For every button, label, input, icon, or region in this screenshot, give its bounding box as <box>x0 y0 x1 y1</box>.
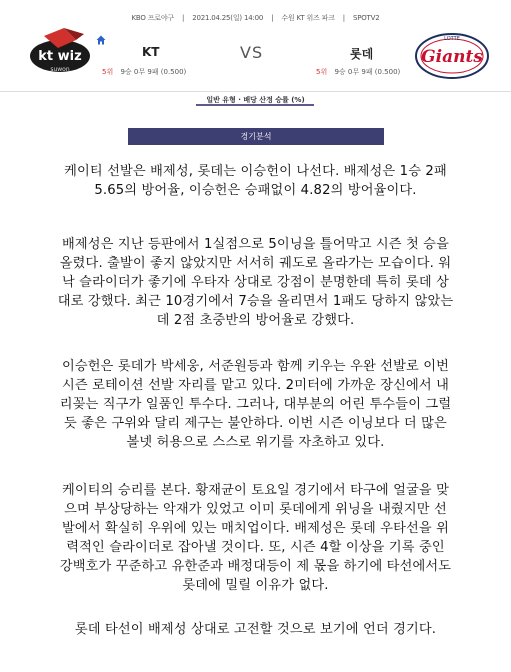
article-paragraph: 롯데 타선이 배제성 상대로 고전할 것으로 보기에 언더 경기다. <box>74 622 437 637</box>
match-meta: KBO 프로야구 | 2021.04.25(일) 14:00 | 수원 KT 위즈 파크 | SPOTV2 <box>131 14 380 22</box>
home-record <box>102 67 186 77</box>
section-title-bar <box>128 128 384 145</box>
tab-odds-rate[interactable]: 일반 유형 · 배당 산정 승률 (%) <box>206 96 305 104</box>
home-icon <box>96 30 106 40</box>
away-rank: 5위 <box>316 68 328 76</box>
league-label: KBO 프로야구 <box>131 14 174 22</box>
article-paragraph: 케이티의 승리를 본다. 황재균이 토요일 경기에서 타구에 얼굴을 맞 으며 부상당하는 악재가 있었고 이미 롯데에게 위닝을 내줬지만 선 발에서 확실히 우위에 있는 매치업이다. 배제성은 롯데 우타선을 위 력적인 슬라이더로 잡아낼 것이다. 또, 시즌 4할 이상을 기록 중인 강백호가 꾸준하고 유한준과 배정대등이 제 몫을 하기에 타선에서도 롯데에 밀릴 이유가 없다. <box>59 483 452 593</box>
away-record <box>316 67 400 77</box>
giants-logo-sub: LOTTE <box>444 36 460 42</box>
section-title: 경기분석 <box>240 132 272 141</box>
article-paragraph: 이승헌은 롯데가 박세웅, 서준원등과 함께 키우는 우완 선발로 이번 시즌 로테이션 선발 자리를 맡고 있다. 2미터에 가까운 장신에서 내 리꽂는 직구가 일품인 투수다. 그러나, 대부분의 어린 투수들이 그럴 듯 좋은 구위와 달리 제구는 불안하다. 이번 시즌 이닝보다 더 많은 볼넷 허용으로 스스로 위기를 자초하고 있다. <box>59 359 452 450</box>
match-datetime: 2021.04.25(일) 14:00 <box>192 14 264 22</box>
match-header <box>0 0 511 108</box>
away-record-text: 9승 0무 9패 (0.500) <box>334 68 401 76</box>
broadcast-label: SPOTV2 <box>352 14 380 22</box>
vs-label: VS <box>240 43 264 62</box>
kt-logo-text: kt wiz <box>38 49 82 64</box>
article-paragraph: 배제성은 지난 등판에서 1실점으로 5이닝을 틀어막고 시즌 첫 승을 올렸다. 출발이 좋지 않았지만 서서히 궤도로 올라가는 모습이다. 워 낙 슬라이더가 좋기에 우타자 상대로 강점이 분명한데 특히 롯데 상 대로 강했다. 최근 10경기에서 7승을 올리면서 1패도 당하지 않았는 데 2점 초중반의 방어율로 강했다. <box>57 237 454 328</box>
home-team-name: KT <box>142 45 160 59</box>
kt-wiz-logo <box>24 26 96 82</box>
home-rank: 5위 <box>102 68 114 76</box>
article-paragraph: 케이티 선발은 배제성, 롯데는 이승헌이 나선다. 배제성은 1승 2패 5.65의 방어율, 이승헌은 승패없이 4.82의 방어율이다. <box>64 164 447 198</box>
home-record-text: 9승 0무 9패 (0.500) <box>120 68 187 76</box>
away-team-name: 롯데 <box>350 47 374 61</box>
tab-divider <box>0 91 511 92</box>
stadium-label: 수원 KT 위즈 파크 <box>281 14 335 22</box>
giants-logo-text: Giants <box>421 47 483 67</box>
lotte-giants-logo <box>412 30 492 82</box>
tab-active-indicator <box>196 104 314 106</box>
kt-logo-sub: suwon <box>50 66 70 73</box>
